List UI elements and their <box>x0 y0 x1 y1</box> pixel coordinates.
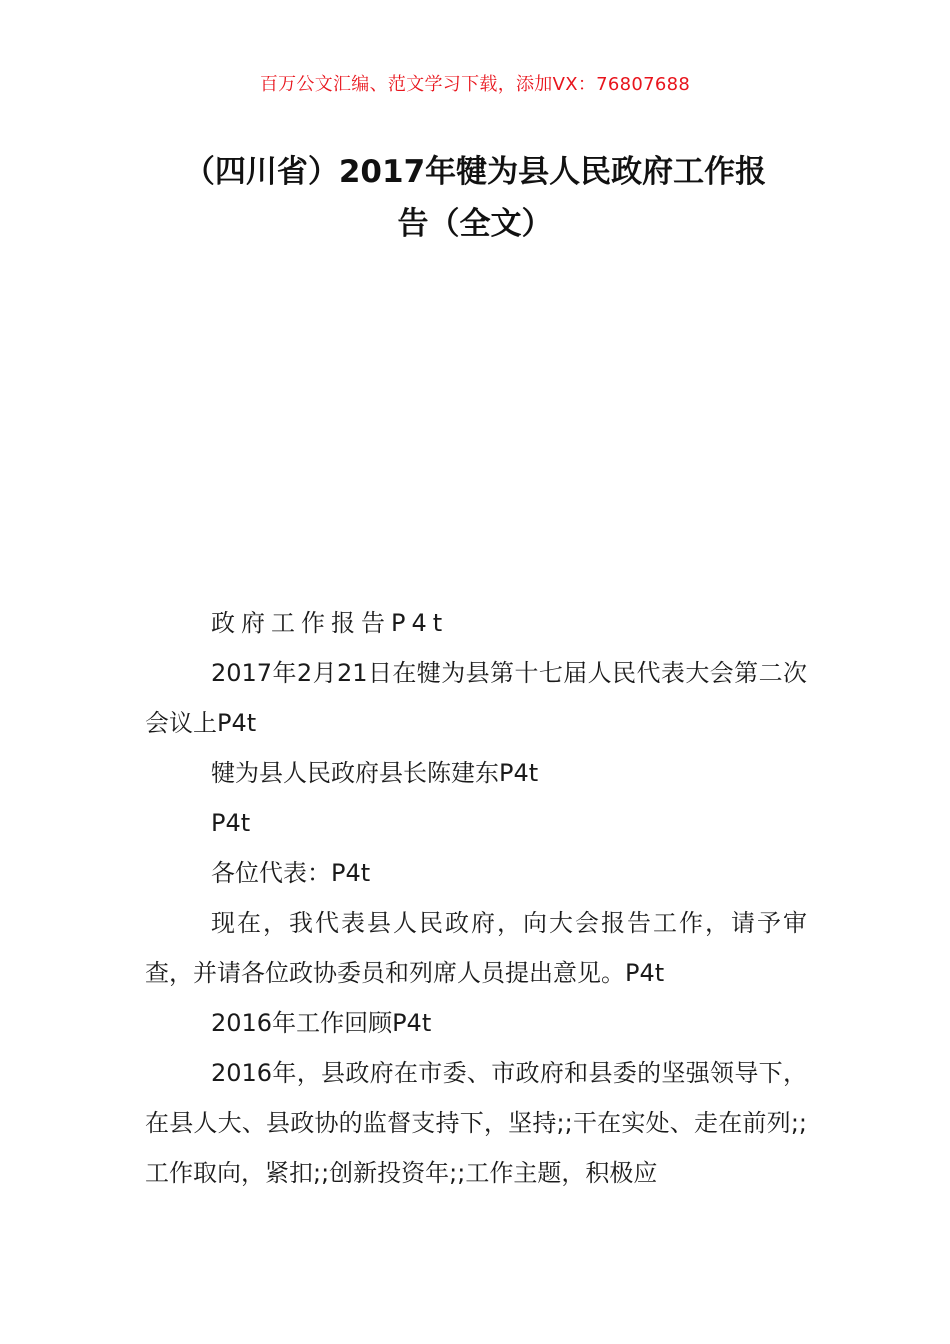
paragraph-section-heading: 2016年工作回顾P4t <box>211 1009 432 1037</box>
paragraph-report-heading: 政府工作报告P4t <box>211 609 449 637</box>
paragraph-meeting-date: 2017年2月21日在犍为县第十七届人民代表大会第二次会议上P4t <box>145 659 807 737</box>
document-title <box>0 146 950 250</box>
paragraph-marker: P4t <box>211 809 251 837</box>
document-title-line-1: （四川省）2017年犍为县人民政府工作报 <box>183 154 767 190</box>
paragraph-intro: 现在，我代表县人民政府，向大会报告工作，请予审查，并请各位政协委员和列席人员提出意见。P4t <box>145 909 807 987</box>
paragraph-speaker: 犍为县人民政府县长陈建东P4t <box>211 759 539 787</box>
paragraph-salutation: 各位代表：P4t <box>211 859 371 887</box>
document-body <box>145 598 807 1198</box>
header-notice: 百万公文汇编、范文学习下载，添加VX：76807688 <box>259 74 691 95</box>
document-title-line-2: 告（全文） <box>397 206 553 242</box>
paragraph-review: 2016年，县政府在市委、市政府和县委的坚强领导下，在县人大、县政协的监督支持下，坚持;;干在实处、走在前列;;工作取向，紧扣;;创新投资年;;工作主题，积极应 <box>145 1059 807 1187</box>
